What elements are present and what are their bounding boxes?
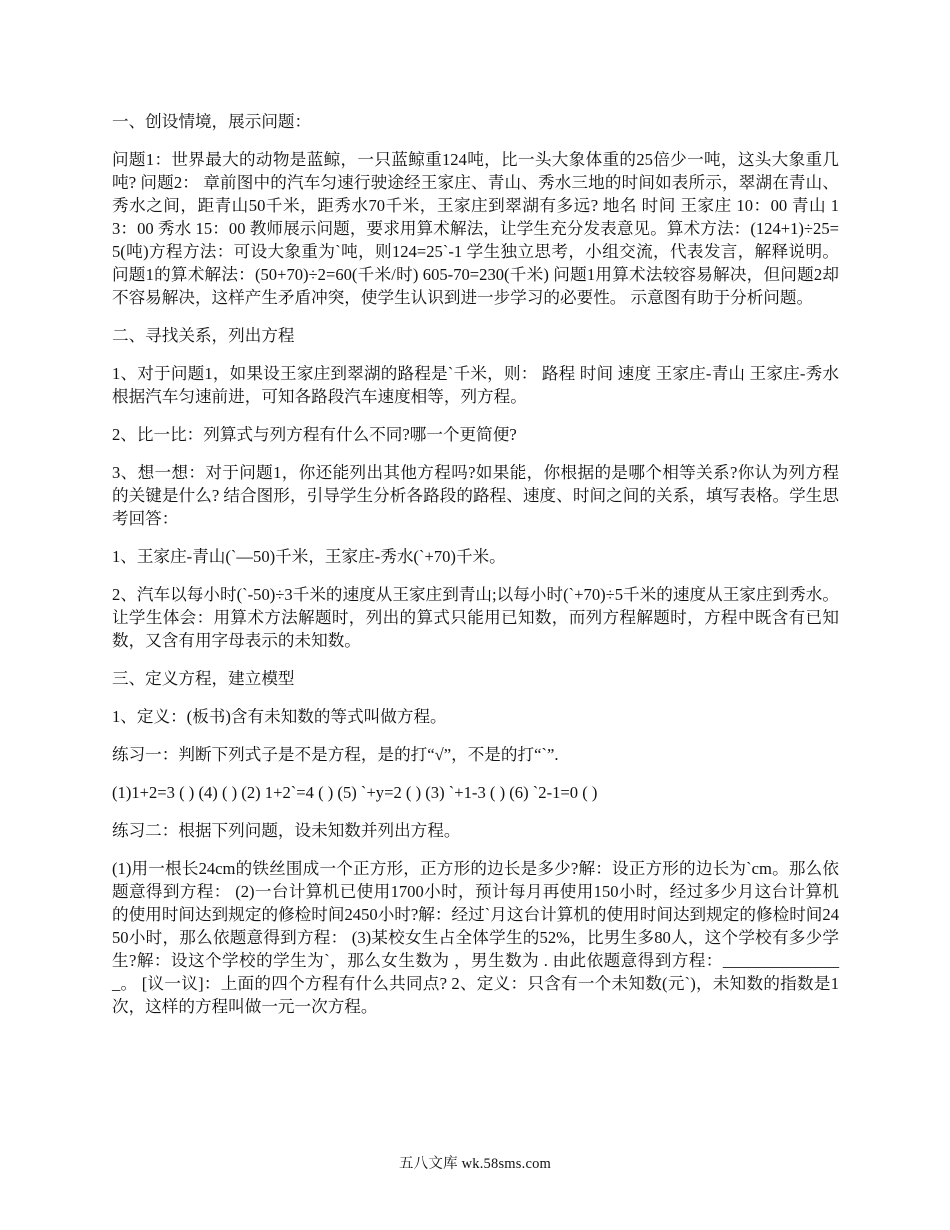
paragraph-answer-2: 2、汽车以每小时(`-50)÷3千米的速度从王家庄到青山;以每小时(`+70)÷5千米的速度从王家庄到秀水。 让学生体会：用算术方法解题时，列出的算式只能用已知数，而列方程解题时，方程中既含有已知数，又含有用字母表示的未知数。 — [112, 585, 839, 650]
paragraph-definition: 1、定义：(板书)含有未知数的等式叫做方程。 — [112, 707, 447, 726]
section-heading-3: 三、定义方程，建立模型 — [112, 669, 295, 688]
paragraph-answer-1: 1、王家庄-青山(`—50)千米，王家庄-秀水(`+70)千米。 — [112, 547, 506, 566]
paragraph-exercise-2-items: (1)用一根长24cm的铁丝围成一个正方形，正方形的边长是多少?解：设正方形的边长为`cm。那么依题意得到方程： (2)一台计算机已使用1700小时，预计每月再使用150小时，经过多少月这台计算机的使用时间达到规定的修检时间2450小时?解：经过`月这台计算机的使用时间达到规定的修检时间2450小时，那么依题意得到方程： (3)某校女生占全体学生的52%，比男生多80人，这个学校有多少学生?解：设这个学校的学生为`，那么女生数为 ，男生数为 . 由此依题意得到方程：_______________。 [议一议]：上面的四个方程有什么共同点? 2、定义：只含有一个未知数(元`)，未知数的指数是1次，这样的方程叫做一元一次方程。 — [112, 859, 839, 1016]
section-heading-1: 一、创设情境，展示问题： — [112, 112, 312, 131]
paragraph-exercise-2: 练习二：根据下列问题，设未知数并列出方程。 — [112, 821, 461, 840]
paragraph-compare: 2、比一比：列算式与列方程有什么不同?哪一个更简便? — [112, 425, 517, 444]
footer-watermark: 五八文库 wk.58sms.com — [398, 1156, 552, 1172]
paragraph-exercise-1: 练习一：判断下列式子是不是方程，是的打“√”，不是的打“`”. — [112, 745, 559, 764]
document-body — [112, 110, 839, 1033]
paragraph-relation-1: 1、对于问题1，如果设王家庄到翠湖的路程是`千米，则： 路程 时间 速度 王家庄-青山 王家庄-秀水 根据汽车匀速前进，可知各路段汽车速度相等，列方程。 — [112, 364, 839, 406]
section-heading-2: 二、寻找关系，列出方程 — [112, 326, 295, 345]
paragraph-think: 3、想一想：对于问题1，你还能列出其他方程吗?如果能，你根据的是哪个相等关系?你认为列方程的关键是什么? 结合图形，引导学生分析各路段的路程、速度、时间之间的关系，填写表格。学生思考回答： — [112, 463, 839, 528]
paragraph-exercise-1-items: (1)1+2=3 ( ) (4) ( ) (2) 1+2`=4 ( ) (5) `+y=2 ( ) (3) `+1-3 ( ) (6) `2-1=0 ( ) — [112, 783, 598, 802]
paragraph-problems: 问题1：世界最大的动物是蓝鲸，一只蓝鲸重124吨，比一头大象体重的25倍少一吨，这头大象重几吨? 问题2： 章前图中的汽车匀速行驶途经王家庄、青山、秀水三地的时间如表所示，翠湖在青山、秀水之间，距青山50千米，距秀水70千米，王家庄到翠湖有多远? 地名 时间 王家庄 10：00 青山 13：00 秀水 15：00 教师展示问题，要求用算术解法，让学生充分发表意见。算术方法：(124+1)÷25=5(吨)方程方法：可设大象重为`吨，则124=25`-1 学生独立思考，小组交流，代表发言，解释说明。问题1的算术解法：(50+70)÷2=60(千米/时) 605-70=230(千米) 问题1用算术法较容易解决，但问题2却不容易解决，这样产生矛盾冲突，使学生认识到进一步学习的必要性。 示意图有助于分析问题。 — [112, 150, 839, 307]
